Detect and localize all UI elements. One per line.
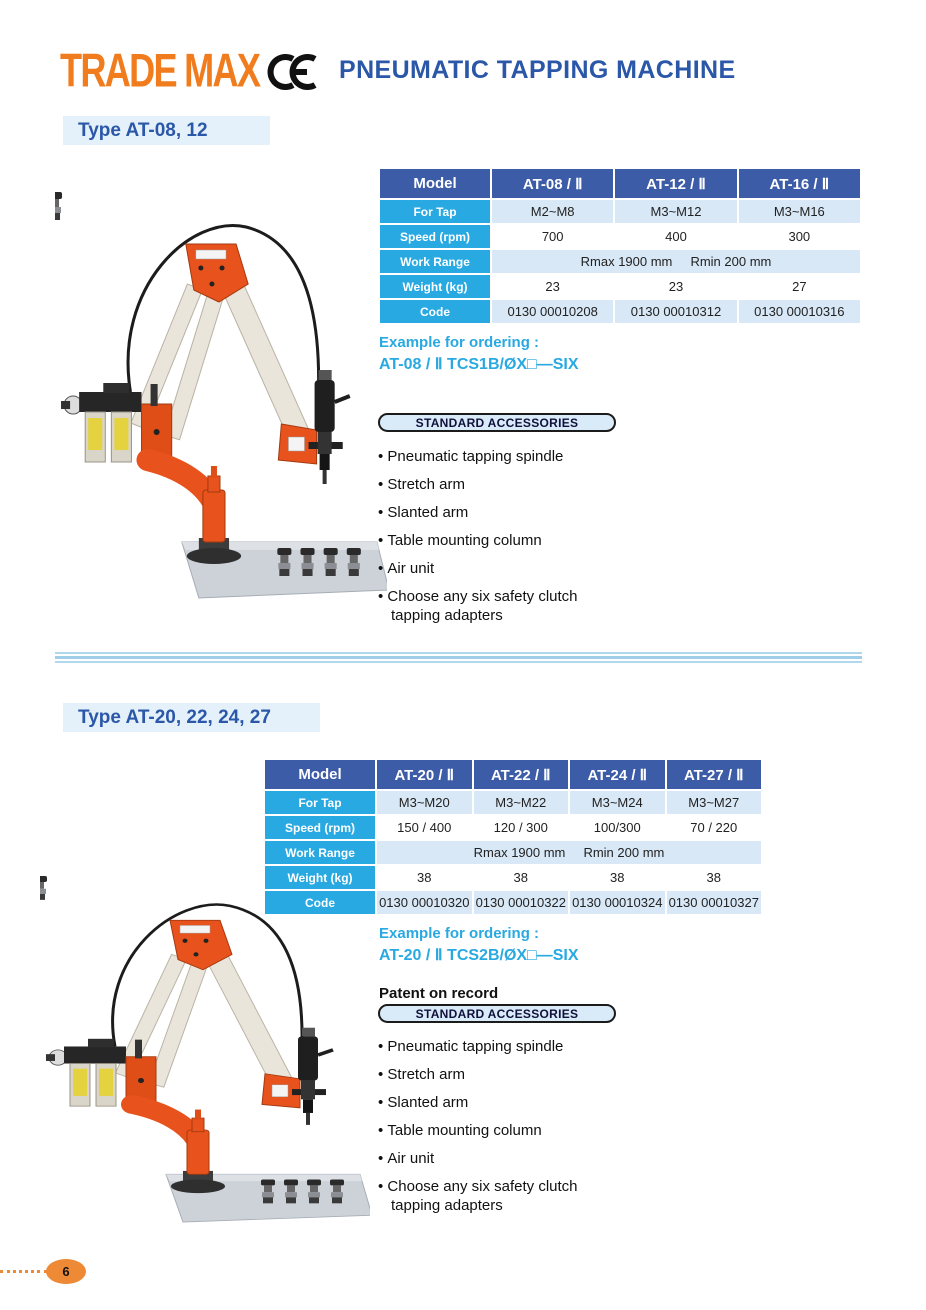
table-cell: 70 / 220	[666, 815, 763, 840]
table-column-header: AT-24 / Ⅱ	[569, 759, 666, 790]
ordering-example-1	[379, 334, 579, 374]
ordering-example-label: Example for ordering :	[379, 925, 540, 942]
table-cell: 100/300	[569, 815, 666, 840]
section-divider	[55, 652, 862, 663]
table-column-header: AT-08 / Ⅱ	[491, 168, 614, 199]
table-row-label: Work Range	[379, 249, 491, 274]
accessory-item: • Slanted arm	[378, 1093, 616, 1112]
accessory-item: • Pneumatic tapping spindle	[378, 447, 616, 466]
table-row-label: Code	[264, 890, 376, 915]
table-cell: 700	[491, 224, 614, 249]
table-column-header: AT-22 / Ⅱ	[473, 759, 570, 790]
table-row-label: Code	[379, 299, 491, 324]
table-cell: 23	[614, 274, 737, 299]
table-row	[379, 249, 861, 274]
ordering-example-value: AT-20 / Ⅱ TCS2B/ØX□—SIX	[379, 947, 579, 964]
table-row	[264, 790, 762, 815]
standard-accessories-badge-1: STANDARD ACCESSORIES	[378, 413, 616, 432]
table-cell: 0130 00010208	[491, 299, 614, 324]
table-column-header: AT-12 / Ⅱ	[614, 168, 737, 199]
table-cell-merged: Rmax 1900 mm Rmin 200 mm	[491, 249, 861, 274]
table-cell: 23	[491, 274, 614, 299]
table-row	[379, 224, 861, 249]
table-column-header: AT-20 / Ⅱ	[376, 759, 473, 790]
table-cell: 0130 00010322	[473, 890, 570, 915]
accessory-item: • Air unit	[378, 559, 616, 578]
tapping-machine-photo-1	[55, 192, 387, 612]
table-header-model: Model	[379, 168, 491, 199]
tapping-machine-photo-2	[40, 876, 370, 1234]
ordering-example-2	[379, 925, 579, 965]
spec-table-at08-12	[378, 167, 862, 325]
accessories-list-2	[378, 1037, 616, 1224]
page-number-badge: 6	[46, 1259, 86, 1284]
table-cell-merged: Rmax 1900 mm Rmin 200 mm	[376, 840, 762, 865]
table-cell: M3~M27	[666, 790, 763, 815]
table-cell: 120 / 300	[473, 815, 570, 840]
table-row-label: Speed (rpm)	[379, 224, 491, 249]
table-row	[379, 199, 861, 224]
table-cell: 300	[738, 224, 861, 249]
table-cell: 0130 00010327	[666, 890, 763, 915]
table-cell: 27	[738, 274, 861, 299]
table-cell: 150 / 400	[376, 815, 473, 840]
ce-mark-icon	[260, 52, 318, 92]
table-cell: 38	[473, 865, 570, 890]
table-cell: M3~M20	[376, 790, 473, 815]
patent-note: Patent on record	[379, 985, 499, 1002]
accessory-item: • Air unit	[378, 1149, 616, 1168]
accessory-item: • Choose any six safety clutch tapping adapters	[378, 1177, 616, 1215]
accessory-item: • Table mounting column	[378, 531, 616, 550]
accessory-item: • Table mounting column	[378, 1121, 616, 1140]
accessory-item: • Stretch arm	[378, 475, 616, 494]
table-cell: M3~M24	[569, 790, 666, 815]
table-cell: 38	[666, 865, 763, 890]
trade-max-logo: TRADE MAX	[60, 44, 260, 97]
table-cell: M3~M16	[738, 199, 861, 224]
section-heading-at08-12: Type AT-08, 12	[63, 116, 270, 145]
table-row	[379, 299, 861, 324]
page-number-dotted-line	[0, 1270, 47, 1273]
table-cell: 38	[569, 865, 666, 890]
table-cell: 0130 00010316	[738, 299, 861, 324]
table-header-model: Model	[264, 759, 376, 790]
table-column-header: AT-27 / Ⅱ	[666, 759, 763, 790]
table-cell: 0130 00010324	[569, 890, 666, 915]
table-row-label: Speed (rpm)	[264, 815, 376, 840]
table-row	[264, 840, 762, 865]
accessory-item: • Pneumatic tapping spindle	[378, 1037, 616, 1056]
table-row-label: Weight (kg)	[379, 274, 491, 299]
accessory-item: • Slanted arm	[378, 503, 616, 522]
table-column-header: AT-16 / Ⅱ	[738, 168, 861, 199]
table-cell: M3~M12	[614, 199, 737, 224]
ordering-example-value: AT-08 / Ⅱ TCS1B/ØX□—SIX	[379, 356, 579, 373]
standard-accessories-badge-2: STANDARD ACCESSORIES	[378, 1004, 616, 1023]
page-title: PNEUMATIC TAPPING MACHINE	[339, 56, 736, 84]
table-cell: 0130 00010312	[614, 299, 737, 324]
section-heading-at20-27: Type AT-20, 22, 24, 27	[63, 703, 320, 732]
table-row-label: For Tap	[264, 790, 376, 815]
accessories-list-1	[378, 447, 616, 634]
table-cell: 400	[614, 224, 737, 249]
table-row-label: Work Range	[264, 840, 376, 865]
accessory-item: • Stretch arm	[378, 1065, 616, 1084]
ordering-example-label: Example for ordering :	[379, 334, 540, 351]
table-cell: 0130 00010320	[376, 890, 473, 915]
accessory-item: • Choose any six safety clutch tapping adapters	[378, 587, 616, 625]
table-cell: 38	[376, 865, 473, 890]
table-row-label: Weight (kg)	[264, 865, 376, 890]
table-row	[379, 274, 861, 299]
table-row-label: For Tap	[379, 199, 491, 224]
table-cell: M2~M8	[491, 199, 614, 224]
table-cell: M3~M22	[473, 790, 570, 815]
table-row	[264, 815, 762, 840]
